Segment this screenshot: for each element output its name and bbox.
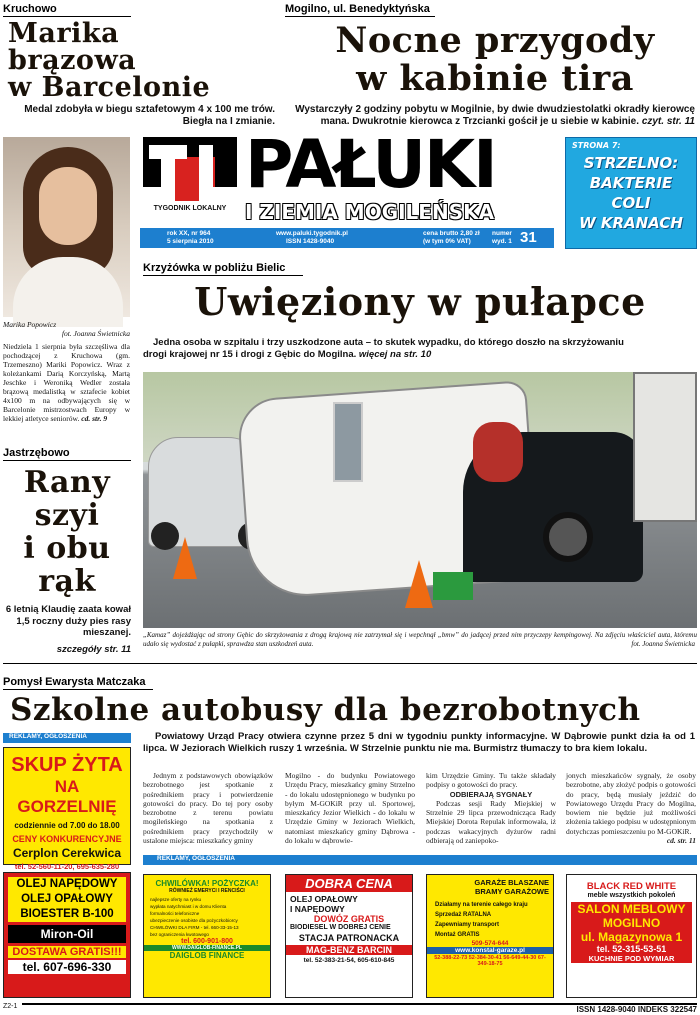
lead-text: Wystarczyły 2 godziny pobytu w Mogilnie, by dwie dwudziestolatki okradły kierowcę mana. Dwukrotnie kierowca z Trzcianki gościł je u siebie w kabinie. xyxy=(295,104,695,127)
promo-line: STRZELNO: xyxy=(583,154,679,172)
ad-phone: tel. 600-901-800 xyxy=(181,938,233,945)
ref-link[interactable]: więcej na str. 10 xyxy=(358,349,432,360)
masthead-subtitle: I ZIEMIA MOGILEŃSKA xyxy=(245,200,495,224)
ad-brand: Miron-Oil xyxy=(8,925,126,943)
headline-line: w kabinie tira xyxy=(356,58,634,99)
ad-dobra-cena[interactable] xyxy=(285,874,413,998)
number-label: numer xyxy=(492,230,512,237)
ad-site[interactable]: www.konstal-garaze.pl xyxy=(427,947,553,954)
ad-title: BRAMY GARAŻOWE xyxy=(474,887,549,896)
ad-item: bez ograniczenia kwotowego xyxy=(150,932,209,937)
ad-brand: BLACK RED WHITE xyxy=(586,881,677,892)
footer-code: Z2-1 xyxy=(3,1003,18,1010)
date: 5 sierpnia 2010 xyxy=(167,238,214,245)
ads-label: REKLAMY, OGŁOSZENIA xyxy=(143,855,697,865)
headline-line: Marika xyxy=(8,18,120,49)
ad-phones: 52-388-22-73 52-384-30-41 56-649-44-30 67-349-18-75 xyxy=(434,955,546,967)
ad-line: I NAPĘDOWY xyxy=(290,904,345,914)
masthead-info-bar xyxy=(140,228,554,248)
ad-phone: tel. 607-696-330 xyxy=(8,960,126,974)
kicker-mogilno: Mogilno, ul. Benedyktyńska xyxy=(285,3,435,17)
lead-autobusy: Powiatowy Urząd Pracy otwiera czynne przez 5 dni w tygodniu punkty informacyjne. W Dąbrowie punkt dzia ła od 1 lipca. W Jeziorach Wielkich ruszy 1 września. W Strzelnie punktu nie ma. Burmistrz tłumaczy to bra kiem lokalu. xyxy=(143,731,695,754)
lead-rany: 6 letnią Klaudię zaata kował 1,5 roczny duży pies rasy mieszanej. xyxy=(5,604,131,638)
edition: wyd. 1 xyxy=(492,238,512,245)
headline-line: rąk xyxy=(38,564,96,599)
photo-credit-marika: fot. Joanna Świetnicka xyxy=(61,329,130,338)
ad-item: Montaż GRATIS xyxy=(435,932,480,938)
ad-phone: 509-574-644 xyxy=(471,940,509,947)
photo-credit-accident: fot. Joanna Świetnicka xyxy=(631,640,695,648)
photo-accident xyxy=(143,372,697,628)
ad-skup-zyta[interactable] xyxy=(3,747,131,871)
ad-line: ul. Magazynowa 1 xyxy=(571,930,692,944)
ad-line xyxy=(8,877,126,922)
ad-line: Cerplon Cerekwica xyxy=(12,846,122,860)
headline-line: w Barcelonie xyxy=(8,72,211,103)
ad-line: codziennie od 7.00 do 18.00 xyxy=(14,821,120,830)
ad-black-red-white[interactable] xyxy=(566,874,697,998)
ad-line: MOGILNO xyxy=(571,916,692,930)
price: cena brutto 2,80 zł xyxy=(423,230,480,237)
col3-text: kim Urzędzie Gminy. Tu także składały podpisy o gotowości do pracy. xyxy=(426,771,556,790)
lead-uwieziony xyxy=(143,337,643,361)
logo-sub: TYGODNIK LOKALNY xyxy=(153,205,227,212)
ref-link[interactable]: cd. str. 9 xyxy=(81,414,108,423)
website[interactable]: www.paluki.tygodnik.pl xyxy=(276,230,348,237)
ad-item: Działamy na terenie całego kraju xyxy=(435,902,528,908)
ad-phone: tel. 52-383-21-54, 605-610-845 xyxy=(303,957,395,964)
ad-line: MAG-BENZ BARCIN xyxy=(286,945,412,955)
body-marika xyxy=(3,342,130,423)
headline-line: brązowa xyxy=(8,45,137,76)
headline-line: Nocne przygody xyxy=(335,20,655,61)
ref-rany[interactable]: szczegóły str. 11 xyxy=(56,644,131,655)
body-text: Niedziela 1 sierpnia była szczęśliwa dla pochodzącej z Kruchowa (gm. Trzemeszno) Mariki Popowicz. Wraz z koleżankami Darią Korczyńską, Martą Jeschke i Weroniką Wedler została brązową medalistką w sztafecie kobiet 4x100 m na odbywających się w Barcelonie mistrzostwach Europy w lekkiej atletyce seniorów. xyxy=(3,342,130,423)
ad-item: formalności telefoniczne xyxy=(150,911,200,916)
headline-line: szyi xyxy=(34,498,100,533)
ad-item: Sprzedaż RATALNA xyxy=(435,912,492,918)
caption-text: „Kamaz” dojeżdżając od strony Gębic do skrzyżowania z drogą krajową nie zatrzymał się i wepchnął „bmw” do jadącej przed nim przyczepy kempingowej. Na zdjęciu właściciel auta, któremu udało się wydostać z pułapki, sprawdza stan uszkodzeń auta. xyxy=(143,631,697,648)
col4-text: jonych mieszkańców sygnały, że osoby bezrobotne, aby złożyć podpis o gotowości do pracy, będą musiały jeździć do Powiatowego Urzędu Pracy do Mogilna, bowiem nie będzie już możliwości złożenia takiego podpisu w udostępnionym dotychczas pomieszczeniu po M-GOKiR. xyxy=(566,771,696,836)
column-4 xyxy=(566,771,696,845)
headline-autobusy: Szkolne autobusy dla bezrobotnych xyxy=(10,692,641,728)
ref-link[interactable]: cd. str. 11 xyxy=(666,836,696,846)
headline-nocne xyxy=(295,22,695,98)
headline-rany xyxy=(3,466,131,598)
ad-line: CENY KONKURENCYJNE xyxy=(12,834,122,844)
promo-page: STRONA 7: xyxy=(572,141,621,150)
ad-title: GARAŻE BLASZANE xyxy=(474,878,549,887)
ad-sub: meble wszystkich pokoleń xyxy=(587,892,676,899)
ad-brand: DAIGLOB FINANCE xyxy=(169,951,245,960)
ad-sub: RÓWNIEŻ EMERYCI I RENCIŚCI xyxy=(169,888,245,894)
issue-number: 31 xyxy=(520,229,537,246)
headline-uwieziony: Uwięziony w pułapce xyxy=(194,279,646,324)
caption-marika: Marika Popowicz xyxy=(3,320,57,329)
kicker-pomysl: Pomysł Ewarysta Matczaka xyxy=(3,676,153,690)
ad-line: OLEJ NAPĘDOWY xyxy=(16,878,118,890)
ad-line: DOSTAWA GRATIS!!! xyxy=(8,946,126,958)
promo-line: BAKTERIE xyxy=(589,174,673,192)
ad-konstal-garaze[interactable] xyxy=(426,874,554,998)
ad-line: KUCHNIE POD WYMIAR xyxy=(571,954,692,963)
ad-line: BIOESTER B-100 xyxy=(20,908,114,920)
kicker-krzyzowka: Krzyżówka w pobliżu Bielic xyxy=(143,262,303,276)
kicker-kruchowo: Kruchowo xyxy=(3,3,131,17)
ad-line: STACJA PATRONACKA xyxy=(298,933,400,943)
footer-issn: ISSN 1428-9040 INDEKS 322547 xyxy=(576,1005,697,1014)
headline-marika xyxy=(8,20,278,101)
ad-item: ubezpieczenie osobiste dla pożyczkobiorcy xyxy=(150,918,238,923)
issn: ISSN 1428-9040 xyxy=(286,238,335,245)
ad-chwilowka[interactable] xyxy=(143,874,271,998)
ad-line: SKUP ŻYTA xyxy=(11,754,123,776)
promo-line: COLI xyxy=(611,194,651,212)
ad-item: CHWILÓWKI DLA FIRM - tel. 660-33-15-13 xyxy=(150,925,239,930)
ad-phone: tel. 52-315-53-51 xyxy=(571,944,692,954)
ad-line: tel. 52-560-11-20, 695-635-280 xyxy=(14,862,120,871)
logo-tl xyxy=(143,137,237,219)
ad-line: SALON MEBLOWY xyxy=(571,902,692,916)
kicker-jastrzebowo: Jastrzębowo xyxy=(3,447,131,461)
promo-line: W KRANACH xyxy=(579,214,683,232)
column-3 xyxy=(426,771,556,845)
ad-item: wypłata natychmiast i w domu Klienta xyxy=(150,904,227,909)
issue: rok XX, nr 964 xyxy=(167,230,211,237)
headline-line: Rany xyxy=(23,465,111,500)
lead-nocne xyxy=(285,104,695,128)
lead-text: Jedna osoba w szpitalu i trzy uszkodzone auta – to skutek wypadku, do którego doszło na skrzyżowaniu drogi krajowej nr 15 i drogi z Gębic do Mogilna. xyxy=(143,337,624,360)
col3-text: Podczas sesji Rady Miejskiej w Strzelnie 29 lipca przewodnicząca Rady Miejskiej Dorota Repulak informowała, iż podczas wakacyjnych dyżurów radni odbierają od zaniepoko- xyxy=(426,798,556,846)
photo-marika xyxy=(3,137,130,317)
vat: (w tym 0% VAT) xyxy=(423,238,471,245)
ref-link[interactable]: czyt. str. 11 xyxy=(641,116,695,127)
ad-item: najlepsze oferty na rynku xyxy=(150,897,202,902)
column-1: Jednym z podstawowych obowiązków bezrobotnego jest spotkanie z pośrednikiem pracy i potwierdzenie gotowości do pracy. Do tej pory osoby bezrobotne z terenu powiatu mogileńskiego na spotkania z pośrednikiem pracy przychodziły w ustalone miejsca: mieszkańcy gminy xyxy=(143,771,273,846)
column-2: Mogilno - do budynku Powiatowego Urzędu Pracy, mieszkańcy gminy Strzelno - do lokalu udostępnionego w budynku po byłym M-GOKiR przy ul. Sportowej, mieszkańcy Jezior Wielkich - do lokalu w Urzędzie Gminy w Jeziorach Wielkich, natomiast mieszkańcy gminy Dąbrowa - do lokalu w dąbrowie- xyxy=(285,771,415,846)
ad-title: CHWILÓWKA! POŻYCZKA! xyxy=(155,879,259,888)
ad-site: WWW.DAIGLOB-FINANCE.PL xyxy=(144,945,270,951)
masthead-title: PAŁUKI xyxy=(245,126,496,203)
ad-miron-oil[interactable] xyxy=(3,872,131,998)
ad-line: OLEJ OPAŁOWY xyxy=(21,893,113,905)
promo-box[interactable] xyxy=(565,137,697,249)
ad-line: BIODIESEL W DOBREJ CENIE xyxy=(290,924,391,931)
ad-line: DOWÓZ GRATIS xyxy=(313,914,385,924)
ad-line: OLEJ OPAŁOWY xyxy=(290,894,358,904)
col3-subhead: ODBIERAJĄ SYGNAŁY xyxy=(449,789,533,799)
ad-line: NA GORZELNIĘ xyxy=(17,777,117,816)
headline-line: i obu xyxy=(23,531,111,566)
divider xyxy=(3,663,697,664)
lead-marika: Medal zdobyła w biegu sztafetowym 4 x 100 me trów. Biegła na I zmianie. xyxy=(24,104,275,127)
ads-label: REKLAMY, OGŁOSZENIA xyxy=(3,733,131,743)
ad-item: Zapewniamy transport xyxy=(435,922,500,928)
ad-title: DOBRA CENA xyxy=(286,875,412,892)
